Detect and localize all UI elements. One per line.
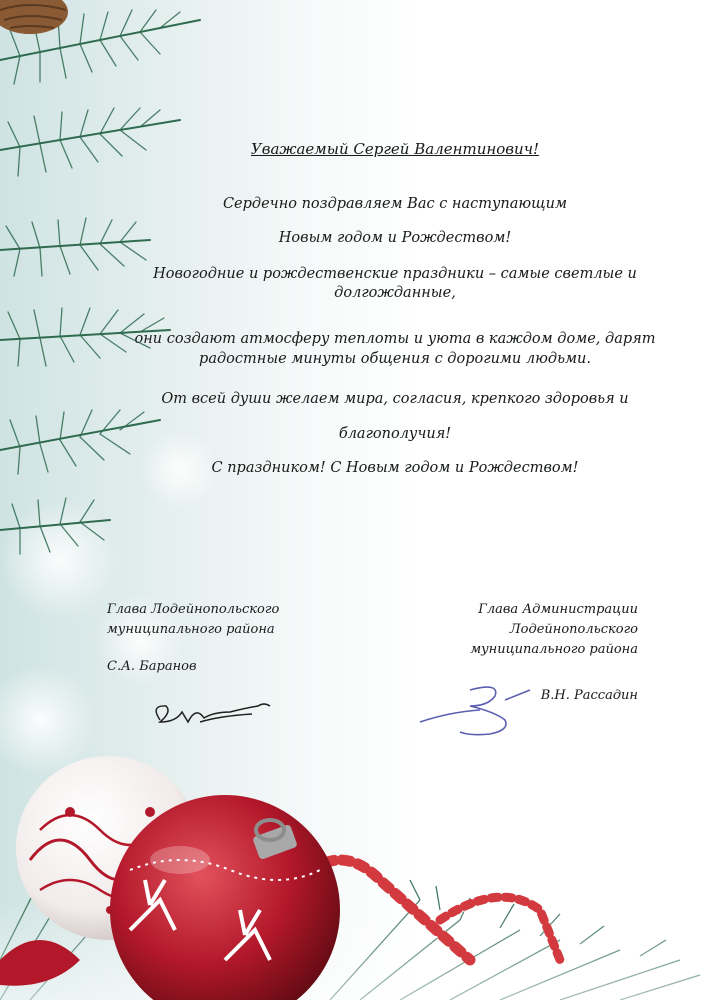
letter-line-2: Новым годом и Рождеством! (278, 230, 512, 246)
pine-cone (0, 0, 68, 34)
letter-line-6: благополучия! (338, 426, 452, 442)
left-title-line-1: Глава Лодейнопольского (107, 602, 280, 617)
signature-baranov (156, 704, 270, 722)
signature-rassadin (420, 687, 530, 735)
right-title-line-3: муниципального района (470, 642, 638, 657)
right-signatory-name: В.Н. Рассадин (540, 688, 638, 703)
left-signatory-name: С.А. Баранов (107, 659, 197, 674)
letter-line-3: Новогодние и рождественские праздники – самые светлые и долгожданные, (153, 266, 637, 301)
letter-line-7: С праздником! С Новым годом и Рождеством! (211, 460, 579, 476)
right-title-line-1: Глава Администрации (478, 602, 638, 617)
signature-block-right (420, 600, 638, 660)
letter-line-1: Сердечно поздравляем Вас с наступающим (222, 196, 568, 212)
signature-block-left (107, 600, 337, 640)
greeting-heading: Уважаемый Сергей Валентинович! (250, 140, 540, 158)
left-title-line-2: муниципального района (107, 622, 275, 637)
right-title-line-2: Лодейнопольского (509, 622, 638, 637)
letter-line-5: От всей души желаем мира, согласия, крепкого здоровья и (161, 391, 629, 407)
letter-line-4: они создают атмосферу теплоты и уюта в каждом доме, дарят радостные минуты общения с дорогими людьми. (134, 331, 656, 367)
